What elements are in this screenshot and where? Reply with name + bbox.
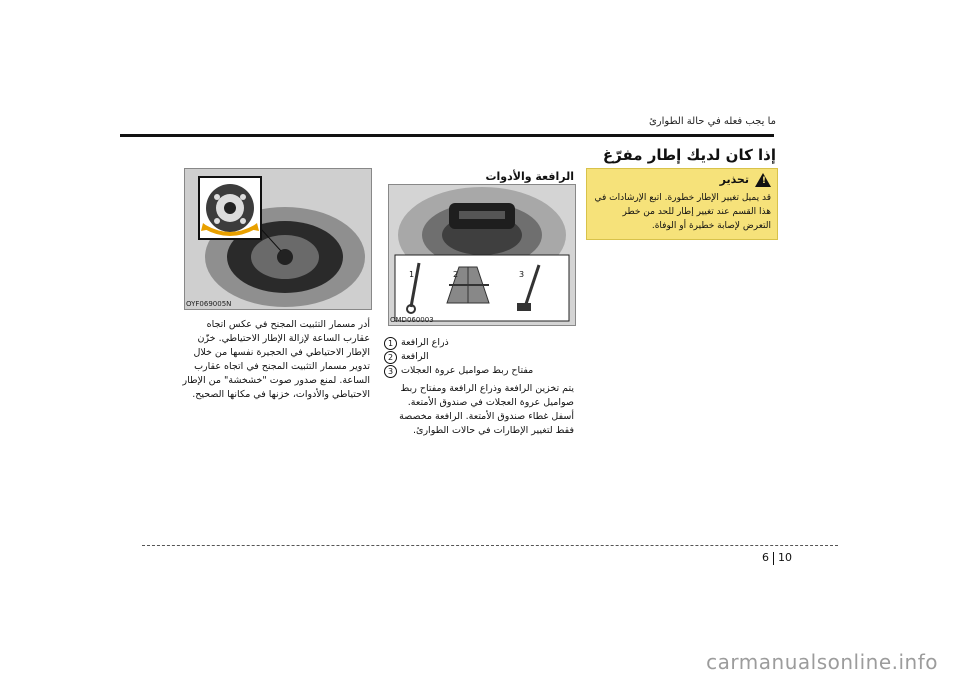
- header-title: ما يجب فعله في حالة الطوارئ: [648, 116, 776, 127]
- number-badge: 1: [384, 337, 397, 350]
- footer-divider: [142, 545, 838, 546]
- tire-image-code: OYF069005N: [186, 300, 232, 308]
- warning-label: تحذير: [719, 173, 749, 186]
- spare-tire-compartment-illustration: [389, 185, 575, 325]
- tools-image-code: OMD060003: [390, 316, 434, 324]
- svg-text:1: 1: [409, 270, 415, 279]
- header-divider: [120, 134, 774, 137]
- tool-label: ذراع الرافعة: [401, 337, 449, 348]
- list-item: [384, 364, 574, 378]
- tools-image: [388, 184, 576, 326]
- spare-tire-image: [184, 168, 372, 310]
- number-badge: 2: [384, 351, 397, 364]
- tool-label: مفتاح ربط صواميل عروة العجلات: [401, 365, 534, 376]
- exclamation-icon: !: [761, 176, 766, 186]
- watermark: carmanualsonline.info: [706, 650, 938, 674]
- warning-text: قد يميل تغيير الإطار خطورة. اتبع الإرشادات في هذا القسم عند تغيير إطار للحد من خطر التعرض لإصابة خطيرة أو الوفاة.: [594, 193, 771, 231]
- chapter-number: 6: [762, 551, 769, 564]
- tools-storage-note: يتم تخزين الرافعة وذراع الرافعة ومفتاح ربط صواميل عروة العجلات في صندوق الأمتعة. أسفل غطاء صندوق الأمتعة. الرافعة مخصصة فقط لتغيير الإطارات في حالات الطوارئ.: [399, 383, 574, 436]
- page-number: 10: [778, 551, 792, 564]
- svg-text:3: 3: [519, 270, 525, 279]
- tools-title: الرافعة والأدوات: [485, 170, 574, 183]
- spare-tire-bolt-illustration: [185, 169, 371, 309]
- warning-box: [586, 168, 778, 240]
- list-item: [384, 336, 574, 350]
- spare-tire-instructions: أدر مسمار التثبيت المجنح في عكس اتجاه عقارب الساعة لإزالة الإطار الاحتياطي. خزّن الإطار الاحتياطي في الحجيرة نفسها من خلال تدوير مسمار التثبيت المجنح في اتجاه عقارب الساعة. لمنع صدور صوت "خشخشة" من الإطار الاحتياطي والأدوات، خزنها في مكانها الصحيح.: [182, 319, 370, 400]
- number-badge: 3: [384, 365, 397, 378]
- tools-list: [384, 336, 574, 378]
- section-title: إذا كان لديك إطار مفرّغ: [602, 146, 776, 164]
- footer-separator: [773, 552, 774, 565]
- svg-text:2: 2: [453, 270, 459, 279]
- list-item: [384, 350, 574, 364]
- tool-label: الرافعة: [401, 351, 429, 362]
